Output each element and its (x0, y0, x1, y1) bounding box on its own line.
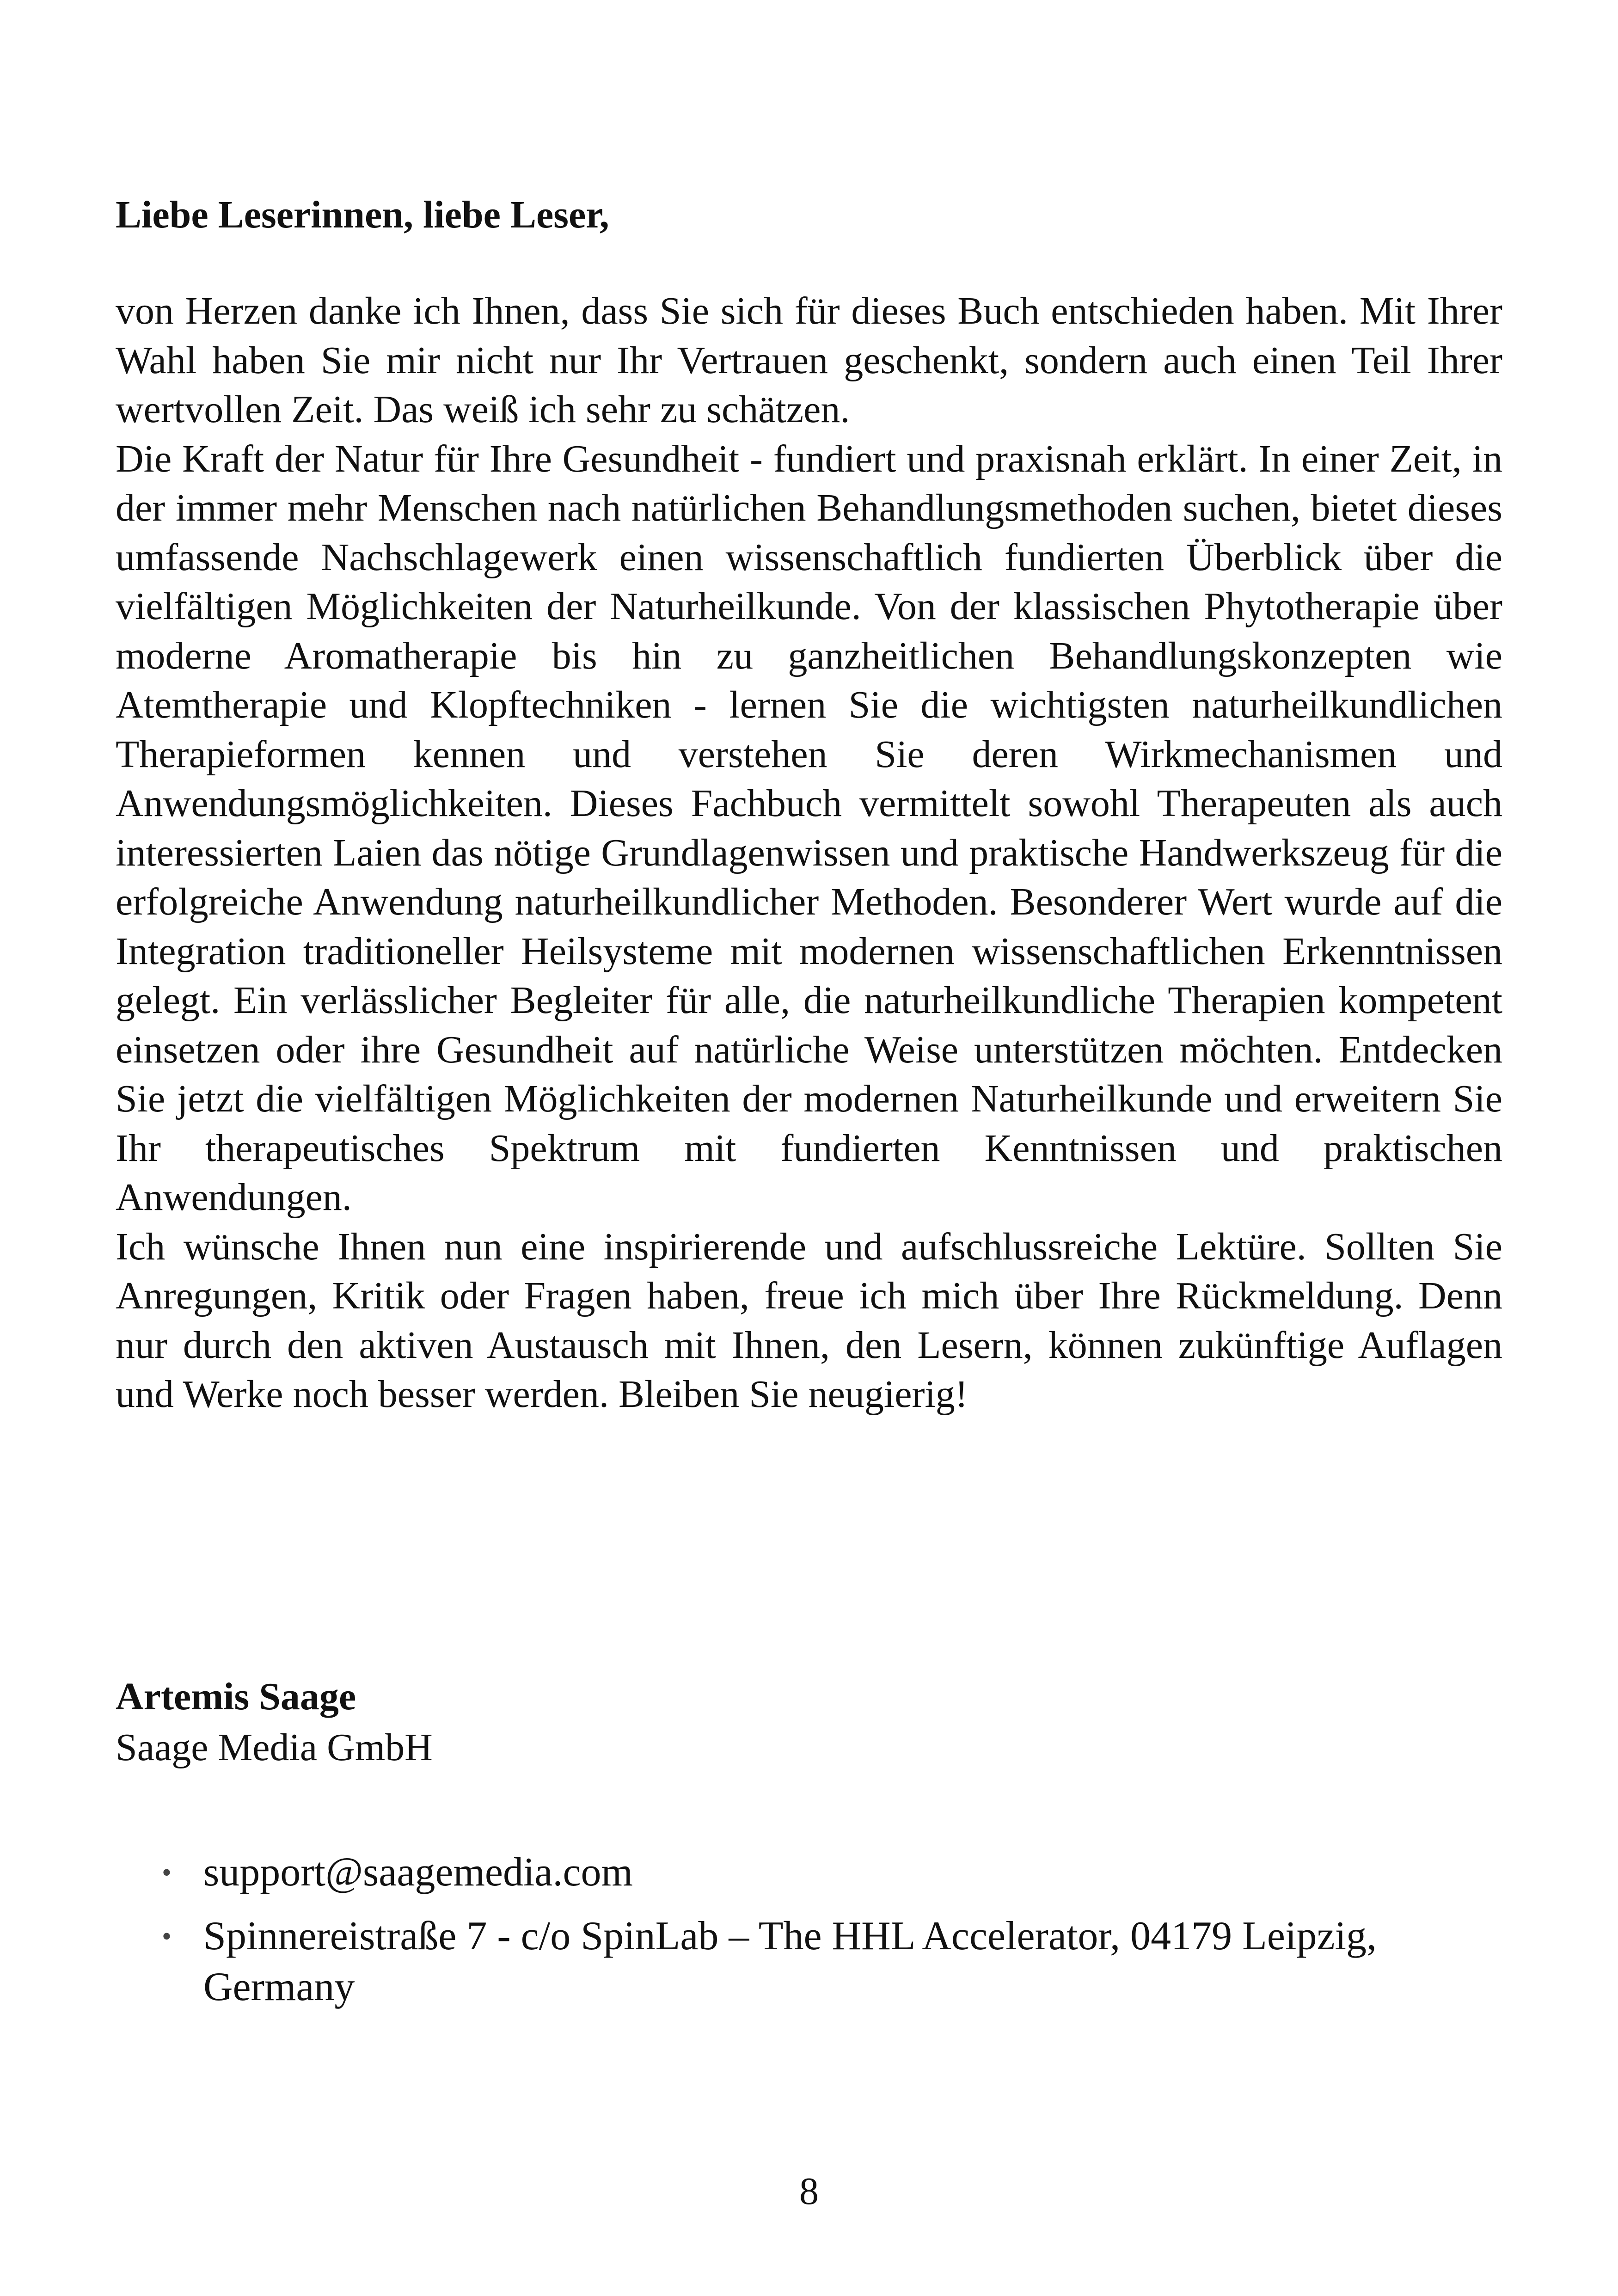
letter-body (116, 287, 1502, 1419)
bullet-icon: • (162, 1921, 172, 1952)
closing-paragraph: Ich wünsche Ihnen nun eine inspirierende und aufschlussreiche Lektüre. Sollten Sie Anregungen, Kritik oder Fragen haben, freue ich mich über Ihre Rückmeldung. Denn nur durch den aktiven Austausch mit Ihnen, den Lesern, können zukünftige Auflagen und Werke noch besser werden. Bleiben Sie neugierig! (116, 1225, 1502, 1416)
bullet-icon: • (162, 1857, 172, 1888)
email-link[interactable]: support@saagemedia.com (203, 1850, 633, 1895)
company-name: Saage Media GmbH (116, 1726, 433, 1769)
signature-block (116, 1671, 1502, 1773)
contact-email-item (116, 1847, 1502, 1898)
salutation-heading: Liebe Leserinnen, liebe Leser, (116, 193, 609, 236)
contact-list (116, 1847, 1502, 2026)
page-number: 8 (799, 2170, 819, 2213)
postal-address: Spinnereistraße 7 - c/o SpinLab – The HHL Accelerator, 04179 Leipzig, Germany (203, 1914, 1377, 2009)
author-name: Artemis Saage (116, 1675, 356, 1718)
intro-paragraph: von Herzen danke ich Ihnen, dass Sie sich für dieses Buch entschieden haben. Mit Ihrer Wahl haben Sie mir nicht nur Ihr Vertrauen geschenkt, sondern auch einen Teil Ihrer wertvollen Zeit. Das weiß ich sehr zu schätzen. (116, 289, 1502, 431)
book-description-paragraph: Die Kraft der Natur für Ihre Gesundheit - fundiert und praxisnah erklärt. In einer Zeit, in der immer mehr Menschen nach natürlichen Behandlungsmethoden suchen, bietet dieses umfassende Nachschlagewerk einen wissenschaftlich fundierten Überblick über die vielfältigen Möglichkeiten der Naturheilkunde. Von der klassischen Phytotherapie über moderne Aromatherapie bis hin zu ganzheitlichen Behandlungskonzepten wie Atemtherapie und Klopftechniken - lernen Sie die wichtigsten naturheilkundlichen Therapieformen kennen und verstehen Sie deren Wirkmechanismen und Anwendungsmöglichkeiten. Dieses Fachbuch vermittelt sowohl Therapeuten als auch interessierten Laien das nötige Grundlagenwissen und praktische Handwerkszeug für die erfolgreiche Anwendung naturheilkundlicher Methoden. Besonderer Wert wurde auf die Integration traditioneller Heilsysteme mit modernen wissenschaftlichen Erkenntnissen gelegt. Ein verlässlicher Begleiter für alle, die naturheilkundliche Therapien kompetent einsetzen oder ihre Gesundheit auf natürliche Weise unterstützen möchten. Entdecken Sie jetzt die vielfältigen Möglichkeiten der modernen Naturheilkunde und erweitern Sie Ihr therapeutisches Spektrum mit fundierten Kenntnissen und praktischen Anwendungen. (116, 437, 1502, 1219)
contact-address-item (116, 1911, 1502, 2013)
